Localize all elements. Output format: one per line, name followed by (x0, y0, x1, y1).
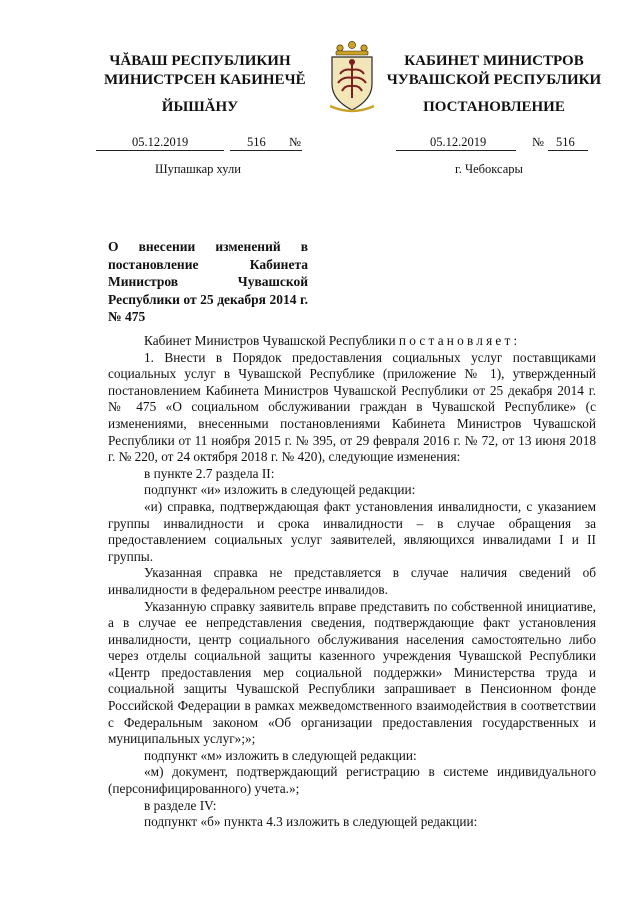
body-paragraph: в пункте 2.7 раздела II: (144, 465, 275, 481)
right-number: 516 (556, 135, 575, 149)
right-org-line2: ЧУВАШСКОЙ РЕСПУБЛИКИ (386, 72, 602, 88)
body-paragraph: 1. Внести в Порядок предоставления социальных услуг поставщиками социальных услуг в Чувашской Республике (приложение № 1), утвержденный постановлением Кабинета Министров Чувашской Республики от 25 декабря 2014 г. № 475 «О социальном обслуживании граждан в Чувашской Республике» (с изменениями, внесенными постановлениями Кабинета Министров Чувашской Республики от 11 ноября 2015 г. № 395, от 29 февраля 2016 г. № 72, от 13 июня 2018 г. № 220, от 24 октября 2018 г. № 420), следующие изменения: (108, 349, 596, 465)
coat-of-arms-icon (324, 40, 380, 116)
right-org-name (384, 52, 604, 90)
body-paragraph: Указанная справка не представляется в случае наличия сведений об инвалидности в федеральном реестре инвалидов. (108, 565, 596, 597)
body-paragraph: в разделе IV: (144, 797, 217, 813)
right-city: г. Чебоксары (455, 162, 523, 176)
left-city: Шупашкар хули (155, 162, 241, 176)
body-paragraph: подпункт «б» пункта 4.3 изложить в следующей редакции: (144, 814, 478, 830)
left-doc-type: ЙЫШĂНУ (161, 99, 239, 115)
left-number: 516 (247, 135, 266, 149)
right-number-sign: № (532, 135, 544, 149)
body-paragraph: «м) документ, подтверждающий регистрацию в системе индивидуального (персонифицированного) учета.»; (108, 764, 596, 797)
intro-resolves: постановляет: (398, 333, 521, 348)
body-paragraph: подпункт «и» изложить в следующей редакции: (144, 482, 416, 498)
coat-of-arms-graphic (324, 40, 380, 116)
left-org-name (104, 52, 306, 90)
right-date: 05.12.2019 (430, 135, 487, 149)
right-org-line1: КАБИНЕТ МИНИСТРОВ (404, 53, 584, 69)
body-paragraph: подпункт «м» изложить в следующей редакции: (144, 747, 417, 763)
left-number-underline (230, 150, 302, 151)
left-number-sign: № (289, 135, 301, 149)
body-paragraph: «и) справка, подтверждающая факт установления инвалидности, с указанием группы инвалидности и срока инвалидности – в случае обращения за предоставлением социальных услуг заявителей, являющихся инвалидами I и II группы. (108, 498, 596, 564)
left-date: 05.12.2019 (132, 135, 189, 149)
left-org-line2: МИНИСТРСЕН КАБИНЕЧĚ (104, 72, 306, 88)
left-org-line1: ЧĂВАШ РЕСПУБЛИКИН (109, 53, 291, 69)
document-title: О внесении изменений в постановление Кабинета Министров Чувашской Республики от 25 декабря 2014 г. № 475 (108, 239, 308, 324)
intro-prefix: Кабинет Министров Чувашской Республики (144, 333, 396, 348)
right-date-underline (396, 150, 516, 151)
document-body (108, 333, 596, 831)
intro-paragraph (108, 333, 596, 350)
right-number-underline (548, 150, 588, 151)
right-doc-type: ПОСТАНОВЛЕНИЕ (423, 99, 565, 115)
left-date-underline (96, 150, 224, 151)
body-paragraph: Указанную справку заявитель вправе представить по собственной инициативе, а в случае ее непредставления сведения, подтверждающие факт установления инвалидности, центр социального обслуживания населения самостоятельно либо через отделы социальной защиты казенного учреждения Чувашской Республики «Центр предоставления мер социальной поддержки» Министерства труда и социальной защиты Чувашской Республики запрашивает в Пенсионном фонде Российской Федерации в рамках межведомственного взаимодействия в соответствии с Федеральным законом «Об организации предоставления государственных и муниципальных услуг»;»; (108, 598, 596, 747)
